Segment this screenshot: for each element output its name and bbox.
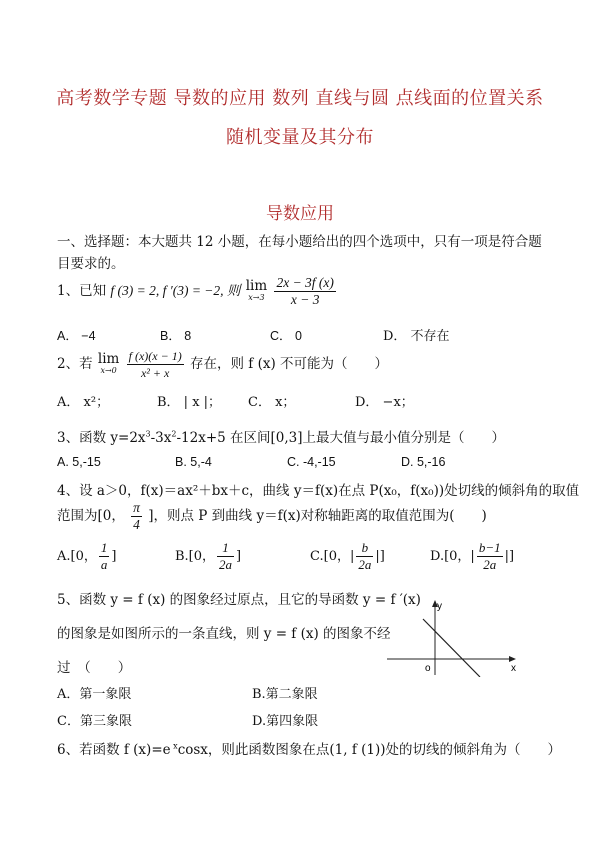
q2-option-a: A． x²； (57, 395, 110, 410)
question-3 (57, 426, 505, 446)
q4-opt-c-suffix: |] (375, 549, 385, 564)
q1-numerator: 2x − 3f (x) (276, 275, 334, 290)
q4-opt-a-prefix: A.[0， (57, 549, 97, 564)
q4-pi-over-4 (131, 500, 142, 533)
q6-text-b: cosx，则此函数图象在点(1, f (1))处的切线的倾斜角为（ ） (177, 742, 562, 758)
intro-line-2: 目要求的。 (57, 256, 125, 272)
q2-lim-text: lim (97, 350, 120, 367)
q4-option-b (175, 540, 241, 573)
q2-limit (97, 350, 120, 377)
q4-option-a (57, 540, 116, 573)
q2-label: 2、若 (57, 356, 93, 372)
q1-limit (245, 277, 268, 304)
q4-line2-b: ]，则点 P 到曲线 y＝f(x)对称轴距离的取值范围为( ) (148, 508, 487, 524)
q4-line2-a: 范围为[0， (57, 508, 125, 524)
q2-option-d: D． −x； (355, 395, 414, 410)
q5-option-b: B.第二象限 (252, 687, 318, 702)
q3-sup-2: 2 (171, 429, 177, 439)
q4-opt-b-prefix: B.[0， (175, 549, 216, 564)
q2-lim-sub: x→0 (100, 365, 117, 375)
q3-option-d: D. 5,-16 (401, 455, 446, 469)
q1-lim-text: lim (245, 277, 268, 294)
q4-four: 4 (133, 517, 140, 532)
q6-sup: x (170, 741, 178, 751)
q4-opt-c-num: b (356, 540, 373, 557)
q1-lim-sub: x→3 (248, 292, 265, 302)
intro-line-1: 一、选择题：本大题共 12 小题，在每小题给出的四个选项中，只有一项是符合题 (57, 234, 542, 250)
q4-option-d (430, 540, 514, 573)
q2-denominator: x² + x (140, 366, 170, 380)
q1-option-b: B． 8 (160, 329, 192, 343)
q4-opt-c-frac (356, 540, 373, 573)
q5-graph-svg (385, 597, 525, 677)
q4-pi: π (133, 500, 140, 515)
q4-option-c (310, 540, 385, 573)
q5-option-c: C．第三象限 (57, 714, 132, 729)
section-title: 导数应用 (266, 204, 334, 224)
q2-tail: 存在，则 f (x) 不可能为（ ） (190, 356, 389, 372)
y-axis-label: y (437, 601, 442, 612)
question-5-line-3: 过 （ ） (57, 660, 132, 676)
question-1 (57, 275, 338, 308)
q5-derivative-graph (385, 597, 525, 677)
q3-text-c: -12x+5 在区间[0,3]上最大值与最小值分别是（ ） (176, 430, 506, 446)
question-2 (57, 348, 388, 381)
q4-opt-a-den: a (100, 557, 108, 572)
q3-sup-1: 3 (145, 429, 151, 439)
q2-numerator: f (x)(x − 1) (128, 349, 182, 363)
question-5-line-1: 5、函数 y = f (x) 的图象经过原点，且它的导函数 y = f ′(x) (57, 592, 421, 608)
q4-opt-b-suffix: ] (236, 549, 242, 564)
question-6 (57, 738, 561, 758)
q3-option-b: B. 5,-4 (175, 455, 212, 469)
q1-option-d: D． 不存在 (383, 329, 450, 344)
q5-option-d: D.第四象限 (252, 714, 319, 729)
q3-text-a: 3、函数 y=2x (57, 430, 146, 446)
x-axis-label: x (511, 663, 516, 674)
q4-opt-d-den: 2a (483, 557, 497, 572)
q3-option-a: A. 5,-15 (57, 455, 101, 469)
x-axis-arrow-icon (509, 656, 516, 662)
q4-opt-c-prefix: C.[0，| (310, 549, 355, 564)
q1-denominator: x − 3 (290, 292, 320, 307)
q5-option-a: A．第一象限 (57, 687, 132, 702)
q4-opt-a-suffix: ] (111, 549, 117, 564)
q1-option-a: A． −4 (57, 329, 96, 343)
q1-label: 1、已知 (57, 283, 107, 299)
q4-opt-a-frac (99, 540, 110, 573)
q4-opt-c-den: 2a (358, 557, 372, 572)
question-4-line-1: 4、设 a＞0，f(x)＝ax²＋bx＋c，曲线 y＝f(x)在点 P(x₀，f(x₀))处切线的倾斜角的取值 (57, 483, 580, 499)
question-5-line-2: 的图象是如图所示的一条直线，则 y = f (x) 的图象不经 (57, 626, 391, 642)
q4-opt-b-den: 2a (219, 557, 233, 572)
q4-opt-d-frac (477, 540, 503, 573)
q2-option-c: C． x； (248, 395, 296, 410)
q4-opt-a-num: 1 (100, 540, 108, 555)
header-title-line-2: 随机变量及其分布 (226, 127, 374, 148)
q4-opt-b-frac (217, 540, 234, 573)
q1-fraction (274, 275, 335, 308)
q1-option-c: C． 0 (270, 329, 302, 343)
q2-fraction (127, 348, 184, 381)
q1-condition: f (3) = 2, f ′(3) = −2, 则 (110, 283, 241, 298)
question-4-line-2 (57, 500, 487, 533)
q3-text-b: -3x (150, 430, 172, 446)
q4-opt-d-num: b−1 (478, 540, 501, 555)
q2-option-b: B． | x |； (157, 395, 222, 410)
header-title-line-1: 高考数学专题 导数的应用 数列 直线与圆 点线面的位置关系 (56, 88, 544, 109)
q6-text-a: 6、若函数 f (x)=e (57, 742, 171, 758)
q4-opt-d-prefix: D.[0，| (430, 549, 475, 564)
q3-option-c: C. -4,-15 (287, 455, 336, 469)
derivative-line (423, 619, 480, 677)
q4-opt-b-num: 1 (217, 540, 234, 557)
origin-label: o (425, 663, 431, 674)
q4-opt-d-suffix: |] (504, 549, 515, 564)
